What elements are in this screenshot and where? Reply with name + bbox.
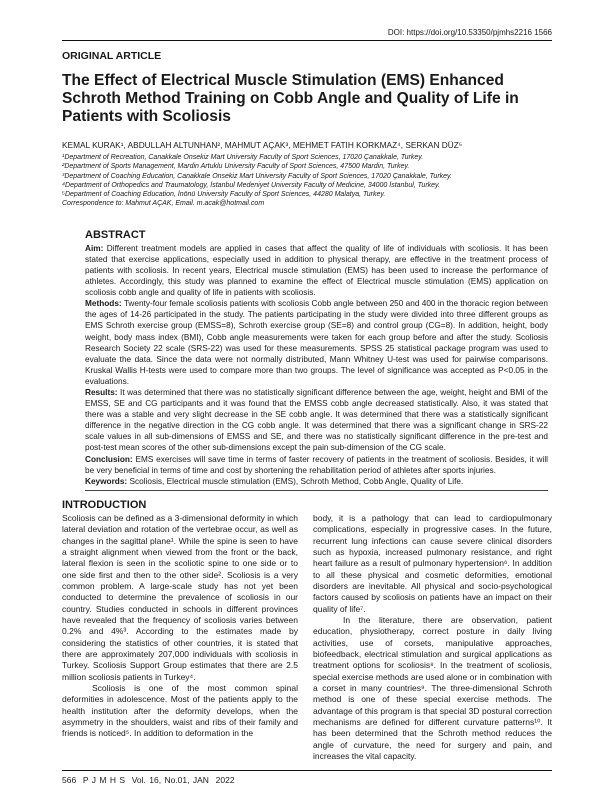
- abstract-aim: [85, 243, 548, 298]
- aim-text: Different treatment models are applied in cases that affect the quality of life of individuals with scoliosis. It has been stated that exercise applications, especially used in addition to physical therapy, are effective in the treatment process of patients with scoliosis. In recent years, Electrical muscle stimulation (EMS) has been used to increase the performance of athletes. Accordingly, this study was planned to examine the effect of Electrical muscle stimulation (EMS) application on scoliosis cobb angle and quality of life in patients with scoliosis.: [85, 243, 548, 298]
- page-footer: 566 P J M H S Vol. 16, No.01, JAN 2022: [62, 775, 235, 786]
- results-text: It was determined that there was no statistically significant difference between the age, weight, height and BMI of the EMSS, SE and CG participants and it was found that the EMSS cobb angle decreased statistically. Also, it was stated that there was a stable and very slight decrease in the SE cobb angle. It was determined that there was a statistically significant difference in the negative direction in the CG cobb angle. It was determined that there was a significant change in SRS-22 scale values in all sub-dimensions of EMSS and SE, and there was no statistically significant difference in the pre-test and post-test mean scores of the other sub-dimensions except the pain sub-dimension of the CG scale.: [85, 388, 548, 453]
- left-column: [62, 499, 298, 740]
- header-rule: [62, 40, 552, 41]
- abstract-rule: [85, 490, 548, 491]
- author-list: KEMAL KURAK¹, ABDULLAH ALTUNHAN², MAHMUT AÇAK³, MEHMET FATIH KORKMAZ⁴, SERKAN DÜZ⁵: [62, 140, 463, 150]
- affiliations: [62, 153, 552, 209]
- affiliation: ²Department of Sports Management, Mardin Artuklu University Faculty of Sport Sciences, 47500 Mardin, Turkey.: [62, 163, 410, 171]
- abstract-heading: ABSTRACT: [85, 228, 146, 241]
- abstract: [85, 229, 548, 487]
- abstract-keywords: [85, 476, 548, 487]
- abstract-conclusion: [85, 454, 548, 476]
- two-column-body: [62, 499, 552, 763]
- aim-label: Aim:: [85, 243, 104, 253]
- doi-link[interactable]: DOI: https://doi.org/10.53350/pjmhs2216 1566: [387, 28, 552, 37]
- introduction-heading: INTRODUCTION: [62, 498, 147, 511]
- right-column: [313, 499, 552, 763]
- paper-title: The Effect of Electrical Muscle Stimulation (EMS) Enhanced Schroth Method Training on Cobb Angle and Quality of Life in Patients with Scoliosis: [62, 72, 519, 125]
- article-type: ORIGINAL ARTICLE: [62, 50, 162, 62]
- abstract-methods: [85, 298, 548, 387]
- intro-paragraph-1: Scoliosis can be defined as a 3-dimensional deformity in which lateral deviation and rotation of the vertebrae occur, as well as changes in the sagittal plane¹. While the spine is seen to have a straight alignment when viewed from the front or the back, lateral flexion is seen in the scoliotic spine to one side or to one side first and then to the other side². Scoliosis is a very common problem. A large-scale study has not yet been conducted to determine the prevalence of scoliosis in our country. Studies conducted in schools in different provinces have revealed that the frequency of scoliosis varies between 0.2% and 4%³. According to the estimates made by considering the statistics of other countries, it is stated that there are approximately 207,000 individuals with scoliosis in Turkey. Scoliosis Support Group estimates that there are 2.5 million scoliosis patients in Turkey⁴.: [62, 512, 298, 682]
- abstract-results: [85, 387, 548, 454]
- correspondence: Correspondence to: Mahmut AÇAK, Email. m.acak@hotmail.com: [62, 200, 265, 208]
- intro-paragraph-2: Scoliosis is one of the most common spinal deformities in adolescence. Most of the patients apply to the health institution after the deformity develops, when the asymmetry in the shoulders, waist and ribs of their family and friends is noticed⁵. In addition to deformation in the: [62, 683, 298, 739]
- affiliation: ⁴Department of Orthopedics and Traumatology, İstanbul Medeniyet University Faculty of Medicine, 34000 İstanbul, Turkey.: [62, 181, 440, 189]
- keywords-text: Scoliosis, Electrical muscle stimulation (EMS), Schroth Method, Cobb Angle, Quality of Life.: [127, 476, 464, 486]
- affiliation: ³Department of Coaching Education, Canakkale Onsekiz Mart University Faculty of Sport Sciences, 17020 Çanakkale, Turkey.: [62, 172, 452, 180]
- affiliation: ⁵Department of Coaching Education, İnönü University Faculty of Sport Sciences, 44280 Malatya, Turkey.: [62, 191, 386, 199]
- intro-paragraph-3: In the literature, there are observation, patient education, physiotherapy, correct posture in daily living activities, use of corsets, manipulative approaches, biofeedback, electrical stimulation and surgical applications as treatment options for scoliosis⁸. In the treatment of scoliosis, special exercise methods are used alone or in combination with a corset in many countries⁹. The three-dimensional Schroth method is one of these special exercise methods. The advantage of this program is that special 3D postural correction mechanisms are defined for different curvature patterns¹⁰. It has been determined that the Schroth method reduces the angle of curvature, the need for surgery and pain, and increases the vital capacity.: [313, 614, 552, 762]
- conclusion-label: Conclusion:: [85, 454, 133, 464]
- conclusion-text: EMS exercises will save time in terms of faster recovery of patients in the treatment of scoliosis. Besides, it will be very beneficial in terms of time and cost by shortening the rehabilitation period of athletes after sports injuries.: [85, 454, 548, 475]
- methods-label: Methods:: [85, 299, 122, 309]
- affiliation: ¹Department of Recreation, Canakkale Onsekiz Mart University Faculty of Sport Sciences, 17020 Çanakkale, Turkey.: [62, 154, 424, 161]
- keywords-label: Keywords:: [85, 476, 128, 486]
- methods-text: Twenty-four female scoliosis patients with scoliosis Cobb angle between 250 and 400 in the thoracic region between the ages of 14-26 participated in the study. The patients participating in the study were divided into three different groups as EMS Schroth exercise group (EMSS=8), Schroth exercise group (SE=8) and control group (CG=8). In addition, height, body weight, body mass index (BMI), Cobb angle measurements were taken for each group before and after the study. Scoliosis Research Society 22 scale (SRS-22) was used for these measurements. SPSS 25 statistical package program was used to evaluate the data. Since the data were not normally distributed, Mann Whitney U-test was used for pairwise comparisons. Kruskal Wallis H-tests were used to compare more than two groups. The level of significance was accepted as P<0.05 in the evaluations.: [85, 299, 548, 386]
- results-label: Results:: [85, 388, 118, 397]
- intro-paragraph-2-continued: body, it is a pathology that can lead to cardiopulmonary complications, especially in progressive cases. In the future, recurrent lung infections can cause severe clinical disorders such as hypoxia, increased pulmonary resistance, and right heart failure as a result of pulmonary hypertension⁶. In addition to all these physical and cosmetic deformities, emotional disorders are inevitable. All physical and socio-psychological factors caused by scoliosis on patients have an impact on their quality of life⁷.: [313, 512, 552, 614]
- footer-rule: [62, 770, 552, 771]
